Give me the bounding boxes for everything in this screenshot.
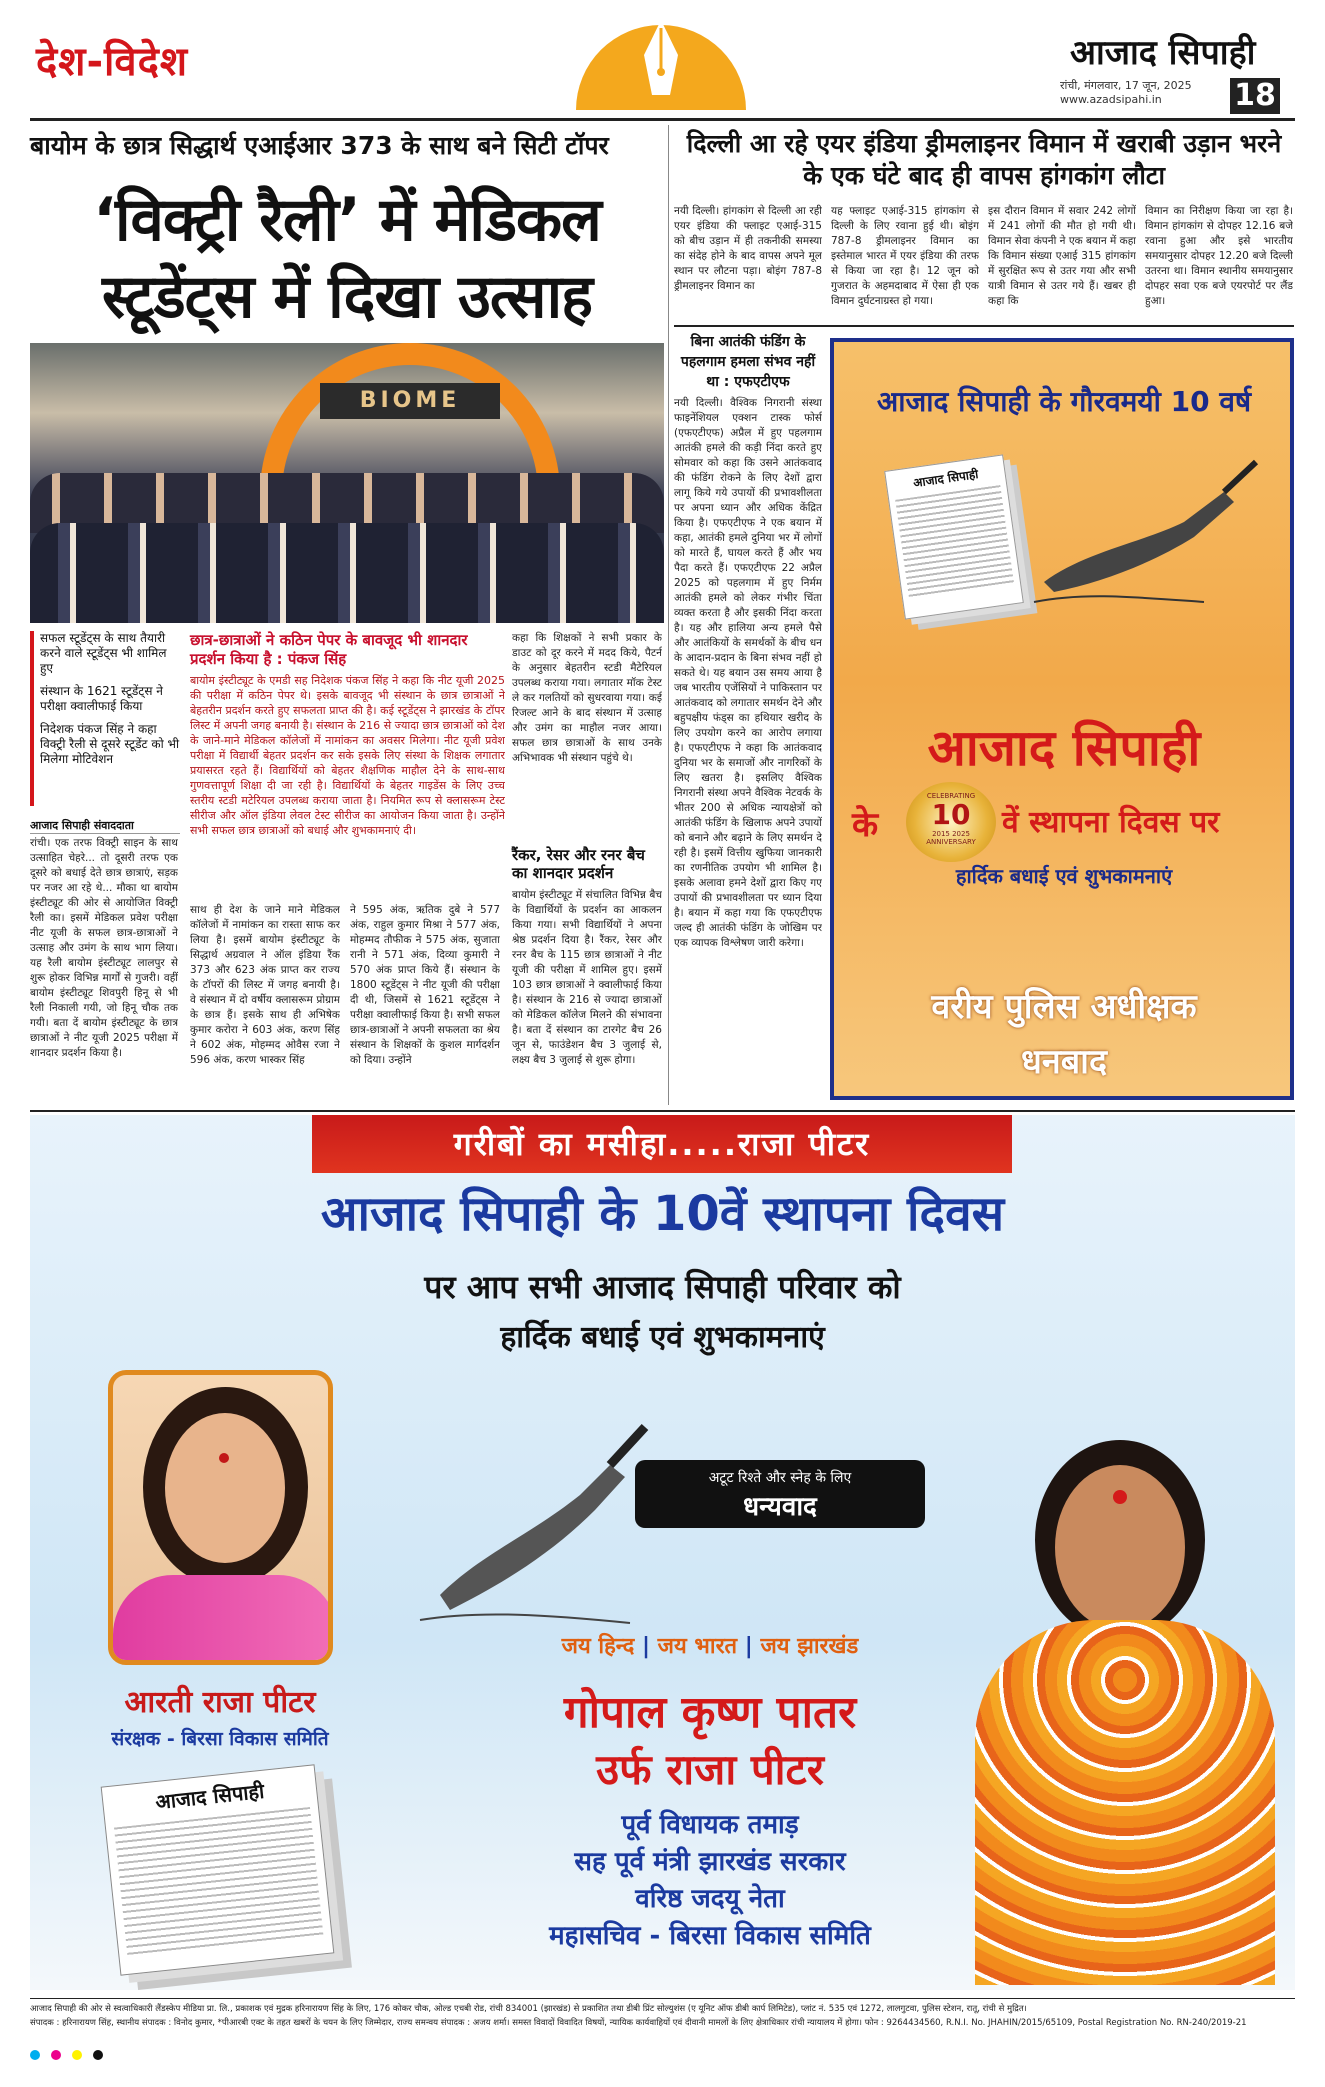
pen-hand-icon [1024,452,1264,612]
website: www.azadsipahi.in [1060,93,1162,106]
story-col-4b: बायोम इंस्टीट्यूट में संचालित विभिन्न बैच के विद्यार्थियों के प्रदर्शन का आकलन किया गया। सभी विद्यार्थियों ने अपना श्रेष्ठ प्रदर्शन दिया है। रैंकर, रेसर और रनर बैच के 115 छात्र छात्राओं ने नीट यूजी की परीक्षा में शामिल हुए। इसमें 103 छात्र छात्राओं ने क्वालीफाई किया है। संस्थान के 216 से ज्यादा छात्राओं को मेडिकल कॉलेज मिलने की संभावना है। बता दें संस्थान का टारगेट बैच 26 जून से, फाउंडेशन बैच 3 जुलाई से, लक्ष्य बैच 3 जुलाई से शुरू होगा। [512,889,662,1066]
woman-name: आरती राजा पीटर [124,1685,316,1720]
woman-photo [108,1370,333,1665]
leader-post-4: महासचिव - बिरसा विकास समिति [549,1921,871,1951]
story2-col-2: यह फ्लाइट एआई-315 हांगकांग से दिल्ली के लिए रवाना हुई थी। बोइंग 787-8 ड्रीमलाइनर विमान का इस्तेमाल भारत में एयर इंडिया की तरफ से किया जा रहा है। 12 जून को गुजरात के अहमदाबाद में ऐसा ही एक विमान दुर्घटनाग्रस्त हो गया। [831,205,979,307]
slogan-jai-hind: जय हिन्द [561,1634,635,1659]
slogan-jai-jharkhand: जय झारखंड [760,1634,859,1659]
story-air-india [674,128,1294,328]
story2-rule [674,325,1294,327]
biome-sign: BIOME [320,383,500,419]
ad2-title: आजाद सिपाही के 10वें स्थापना दिवस [320,1186,1005,1242]
ad1-newspaper-stack [884,454,1024,619]
marigold-garland [975,1620,1275,1985]
highlight-item: संस्थान के 1621 स्टूडेंट्स ने परीक्षा क्वालीफाई किया [40,684,163,713]
story3-headline: बिना आतंकी फंडिंग के पहलगाम हमला संभव नहीं था : एफएटीएफ [680,334,816,390]
story-victory-rally [30,128,664,1108]
tilak-icon [1113,1490,1127,1504]
story-col-1: रांची। एक तरफ विक्ट्री साइन के साथ उत्साहित चेहरे... तो दूसरी तरफ एक दूसरे को बधाई देते छात्र छात्राएं, सड़क पर नजर आ रहे थे... मौका था बायोम इंस्टीट्यूट की ओर से आयोजित विक्ट्री रैली का। इसमें मेडिकल प्रवेश परीक्षा नीट यूजी के सफल छात्र-छात्राओं ने उत्साह और उमंग के साथ भाग लिया। यह रैली बायोम इंस्टीट्यूट लालपुर से शुरू होकर विभिन्न मार्गों से गुजरी। वहीं बायोम इंस्टीट्यूट शिवपुरी हिनू से भी रैली निकाली गयी, जो हिनू चौक तक गयी। बता दें बायोम इंस्टीट्यूट के छात्र छात्राओं ने नीट यूजी 2025 परीक्षा में शानदार प्रदर्शन किया है। [30,837,178,1059]
ad-police-dhanbad [830,338,1294,1100]
ad2-mini-masthead: आजाद सिपाही [154,1778,266,1815]
ad1-title: आजाद सिपाही के गौरवमयी 10 वर्ष [876,385,1252,418]
anniversary-badge [906,782,996,862]
ad1-brand: आजाद सिपाही [927,719,1201,777]
highlight-item: सफल स्टूडेंट्स के साथ तैयारी करने वाले स्टूडेंट्स भी शामिल हुए [40,631,167,675]
imprint-line-1: आजाद सिपाही की ओर से स्वत्वाधिकारी लैंडस्केप मीडिया प्रा. लि., प्रकाशक एवं मुद्रक हरिनारायण सिंह के लिए, 176 कोकर चौक, ओल्ड एचबी रोड, रांची 834001 (झारखंड) से प्रकाशित तथा डीबी प्रिंट सोल्युशंस (ए यूनिट ऑफ डीबी कार्प लिमिटेड), प्लांट नं. 535 एवं 1272, लालगुटवा, पुलिस स्टेशन, रातू, रांची से मुद्रित। [30,2004,1027,2014]
story-col-3: ने 595 अंक, ऋतिक दुबे ने 577 अंक, राहुल कुमार मिश्रा ने 577 अंक, मोहम्मद तौफीक ने 575 अंक, सुजाता रानी ने 571 अंक, दिव्या कुमारी ने 570 अंक प्राप्त किये हैं। संस्थान के 1800 स्टूडेंट्स ने नीट यूजी की परीक्षा दी थी, जिसमें से 1621 स्टूडेंट्स ने परीक्षा क्वालीफाई किया है। सभी सफल छात्र-छात्राओं ने अपनी सफलता का श्रेय संस्थान के शिक्षकों के कुशल मार्गदर्शन को दिया। उन्होंने [350,904,500,1066]
leader-post-1: पूर्व विधायक तमाड़ [621,1810,799,1840]
ad-raja-peter [30,1115,1295,1990]
woman-title: संरक्षक - बिरसा विकास समिति [111,1728,329,1750]
header-rule [30,118,1295,121]
column-divider [668,125,669,1105]
woman-saree [113,1575,333,1665]
ad1-mini-masthead: आजाद सिपाही [912,467,980,491]
leader-post-2: सह पूर्व मंत्री झारखंड सरकार [574,1847,846,1877]
ad1-signatory-2: धनबाद [1020,1042,1108,1082]
masthead [0,0,1325,118]
badge-number: 10 [931,798,971,831]
leader-name-1: गोपाल कृष्ण पातर [563,1687,857,1738]
ad1-signatory-1: वरीय पुलिस अधीक्षक [931,987,1197,1027]
story-col-2: साथ ही देश के जाने माने मेडिकल कॉलेजों में नामांकन का रास्ता साफ कर लिया है। इसमें बायोम इंस्टीट्यूट के सिद्धार्थ अग्रवाल ने ऑल इंडिया रैंक 373 और 623 अंक प्राप्त कर राज्य के टॉपरों की लिस्ट में जगह बनायी है। वे संस्थान में दो वर्षीय क्लासरूम प्रोग्राम के छात्र हैं। इसके साथ ही अभिषेक कुमार करोरा ने 603 अंक, करण सिंह ने 602 अंक, मोहम्मद ओवैस रजा ने 596 अंक, करण भास्कर सिंह [190,904,340,1066]
story2-headline: दिल्ली आ रहे एयर इंडिया ड्रीमलाइनर विमान में खराबी उड़ान भरने के एक घंटे बाद ही वापस हांगकांग लौटा [686,129,1282,190]
story-fatf [674,332,822,1107]
dateline: रांची, मंगलवार, 17 जून, 2025 [1060,79,1192,92]
ad1-mini-columns [895,485,1014,599]
slogans: जय हिन्द | जय भारत | जय झारखंड [561,1634,859,1659]
highlight-item: निदेशक पंकज सिंह ने कहा विक्ट्री रैली से दूसरे स्टूडेंट को भी मिलेगा मोटिवेशन [40,722,180,766]
section-rule [30,1110,1295,1112]
registration-marks [30,2045,1295,2059]
bindi-icon [219,1453,229,1463]
story2-col-1: नयी दिल्ली। हांगकांग से दिल्ली आ रही एयर इंडिया की फ्लाइट एआई-315 को बीच उड़ान में ही तकनीकी समस्या का संदेह होने के बाद वापस अपने मूल स्थान पर लौटना पड़ा। बोइंग 787-8 ड्रीमलाइनर विमान का [674,205,822,292]
woman-face [165,1413,285,1563]
badge-bottom: ANNIVERSARY [926,838,976,846]
ad2-ribbon: गरीबों का मसीहा.....राजा पीटर [312,1115,1012,1173]
rally-photo [30,343,664,623]
footer-rule [30,1998,1295,1999]
subhead-batch: रैंकर, रेसर और रनर बैच का शानदार प्रदर्शन [512,846,645,882]
story2-col-3: इस दौरान विमान में सवार 242 लोगों में 241 लोगों की मौत हो गयी थी। विमान सेवा कंपनी ने एक बयान में कहा कि विमान संख्या एआई 315 हांगकांग में सुरक्षित रूप से उतर गया और सभी यात्री विमान से उतर गये हैं। खबर ही कहा कि [988,205,1136,307]
ad1-wishes: हार्दिक बधाई एवं शुभकामनाएं [955,864,1173,888]
story2-col-4: विमान का निरीक्षण किया जा रहा है। विमान हांगकांग से दोपहर 12.16 बजे रवाना हुआ और इसे भारतीय समयानुसार दोपहर 12.20 बजे दिल्ली उतरना था। विमान स्थानीय समयानुसार दोपहर सवा एक बजे एयरपोर्ट पर लैंड हुआ। [1145,205,1293,307]
thanks-box [635,1460,925,1528]
thanks-small: अटूट रिश्ते और स्नेह के लिए [708,1470,852,1486]
story-col-4: कहा कि शिक्षकों ने सभी प्रकार के डाउट को दूर करने में मदद किये, पैटर्न के अनुसार बेहतरीन स्टडी मैटेरियल उपलब्ध कराया गया। लगातार मॉक टेस्ट ले कर गलतियों को सुधरवाया गया। कई रिजल्ट आने के बाद संस्थान में उत्साह और उमंग का माहौल नजर आया। सफल छात्र छात्राओं के साथ उनके अभिभावक भी संस्थान पहुंचे थे। [512,632,662,764]
badge-top: CELEBRATING [926,792,976,800]
ad1-ke: के [852,805,879,845]
ad2-mini-columns [114,1807,324,1957]
page-number: 18 [1230,78,1280,114]
ad1-sthapna: वें स्थापना दिवस पर [1002,805,1220,840]
leader-post-3: वरिष्ठ जदयू नेता [635,1884,785,1914]
pen-sketch-icon [410,1415,650,1635]
quote-text: बायोम इंस्टीट्यूट के एमडी सह निदेशक पंकज सिंह ने कहा कि नीट यूजी 2025 की परीक्षा में कठिन पेपर थे। इसके बावजूद भी संस्थान के छात्र छात्राओं ने बेहतरीन प्रदर्शन करते हुए सफलता प्राप्त की है। कई स्टूडेंट्स ने झारखंड के टॉपर लिस्ट में अपनी जगह बनायी है। संस्थान के 216 से ज्यादा छात्र छात्राओं को देश के जाने-माने मेडिकल कॉलेजों में नामांकन का अवसर मिलेगा। नीट यूजी प्रवेश परीक्षा में विद्यार्थी बेहतर प्रदर्शन कर सके इसके लिए संस्था के शिक्षक लगातार प्रयासरत रहते हैं। विद्यार्थियों को बेहतर शैक्षणिक माहौल देने के साथ-साथ गुणवत्तापूर्ण शिक्षा दी जा रही है। विद्यार्थियों के बेहतर गाइडेंस के लिए उच्च स्तरीय स्टडी मटेरियल उपलब्ध कराया जाता है। नियमित रूप से क्लासरूम टेस्ट सीरीज और ऑल इंडिया लेवल टेस्ट सीरीज का आयोजन किया जाता है। उन्होंने सभी सफल छात्र छात्राओं को बधाई और शुभकामनाएं दी। [190,674,505,837]
header-sun-logo [566,0,756,110]
ad2-line2: पर आप सभी आजाद सिपाही परिवार को [424,1268,901,1306]
story-headline-2: स्टूडेंट्स में दिखा उत्साह [101,262,593,332]
imprint-line-2: संपादक : हरिनारायण सिंह, स्थानीय संपादक : विनोद कुमार, *पीआरबी एक्ट के तहत खबरों के चयन के लिए जिम्मेदार, राज्य समन्वय संपादक : अजय शर्मा। समस्त विवादों विवादित विषयों, न्यायिक कार्यवाहियों एवं दीवानी मामलों के लिए क्षेत्राधिकार रांची न्यायालय में होगा। फोन : 9264434560, R.N.I. No. JHAHIN/2015/65109, Postal Registration No. RN-240/2019-21 [30,2018,1247,2028]
crowd-front [30,523,664,623]
thanks-big: धन्यवाद [743,1492,817,1522]
slogan-jai-bharat: जय भारत [657,1634,738,1659]
story-kicker: बायोम के छात्र सिद्धार्थ एआईआर 373 के साथ बने सिटी टॉपर [30,131,609,160]
leader-name-2: उर्फ राजा पीटर [596,1745,824,1794]
ad2-newspaper-stack [101,1764,335,1975]
story3-body: नयी दिल्ली। वैश्विक निगरानी संस्था फाइनेंशियल एक्शन टास्क फोर्स (एफएटीएफ) अप्रैल में हुए पहलगाम आतंकी हमले की कड़ी निंदा करते हुए सोमवार को कहा कि उसने आतंकवाद की फंडिंग रोकने के लिए देशों द्वारा लागू किये गये उपायों की प्रभावशीलता पर अपना ध्यान और अधिक केंद्रित किया है। एफएटीएफ ने एक बयान में कहा, आतंकी हमले दुनिया भर में लोगों को मारते हैं, घायल करते हैं और भय पैदा करते हैं। एफएटीएफ 22 अप्रैल 2025 को पहलगाम में हुए निर्मम आतंकी हमले को लेकर गंभीर चिंता व्यक्त करता है और इसकी निंदा करता है। यह और हालिया अन्य हमले पैसे और आतंकियों के समर्थकों के बीच धन के आदान-प्रदान के बिना संभव नहीं हो सकते थे। यह बयान उस समय आया है जब भारतीय एजेंसियों ने पाकिस्तान पर आतंकवाद को लगातार समर्थन देने और बहुपक्षीय फंड्स का हथियार खरीद के लिए उपयोग करने का आरोप लगाया है। एफएटीएफ ने कहा कि आतंकवाद दुनिया भर के समाजों और नागरिकों के लिए खतरा है। इसलिए वैश्विक निगरानी संस्था अपने वैश्विक नेटवर्क के भीतर 200 से अधिक न्यायक्षेत्रों को आतंकी फंडिंग के खिलाफ अपने उपायों को बनाने और बढ़ाने के लिए समर्थन दे रही है। इसमें वित्तीय खुफिया जानकारी का रणनीतिक उपयोग भी शामिल है। इसके अलावा हमने देशों द्वारा किए गए उपायों की प्रभावशीलता पर ध्यान दिया है। बयान में कहा गया कि एफएटीएफ जल्द ही आतंकी फंडिंग के जोखिम पर एक व्यापक विश्लेषण जारी करेगा। [674,397,822,949]
leader-photo [955,1420,1285,1985]
badge-years: 2015 2025 [932,830,970,838]
story-headline-1: ‘विक्ट्री रैली’ में मेडिकल [93,185,601,255]
byline: आजाद सिपाही संवाददाता [30,818,180,834]
pankaj-quote-box [190,631,505,893]
quote-subhead: छात्र-छात्राओं ने कठिन पेपर के बावजूद भी शानदार प्रदर्शन किया है : पंकज सिंह [190,631,468,668]
paper-name: आजाद सिपाही [1070,33,1256,73]
section-title: देश-विदेश [36,39,189,85]
ad2-line3: हार्दिक बधाई एवं शुभकामनाएं [500,1320,825,1355]
highlights-box [30,631,180,806]
